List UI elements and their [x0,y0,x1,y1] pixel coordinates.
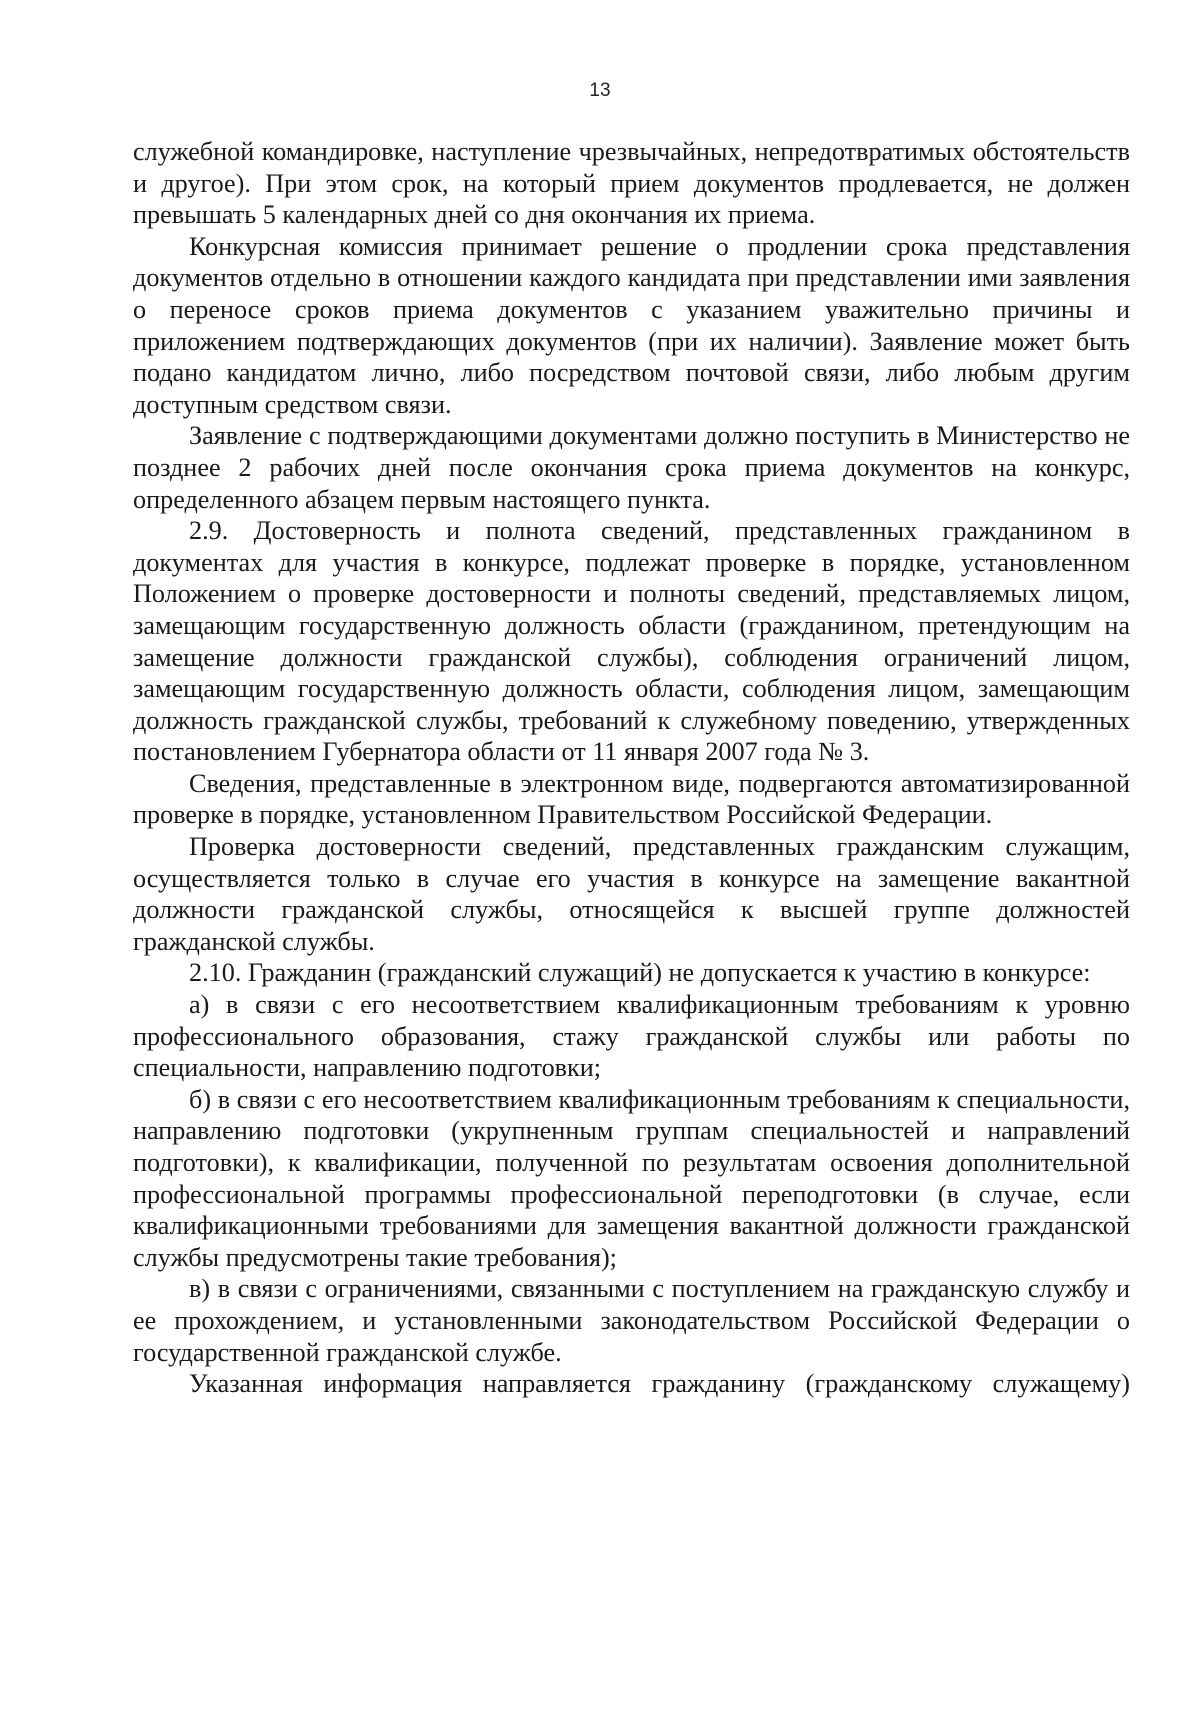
paragraph-notification: Указанная информация направляется гражданину (гражданскому служащему) [189,1369,1130,1399]
paragraph-2-9: 2.9. Достоверность и полнота сведений, представленных гражданином в документах для участия в конкурсе, подлежат проверке в порядке, установленном Положением о проверке достоверности и полноты сведений, представляемых лицом, замещающим государственную должность области (гражданином, претендующим на замещение должности гражданской службы), соблюдения ограничений лицом, замещающим государственную должность области, соблюдения лицом, замещающим должность гражданской службы, требований к служебному поведению, утвержденных постановлением Губернатора области от 11 января 2007 года № 3. [133,516,1130,767]
list-item-b: б) в связи с его несоответствием квалификационным требованиям к специальности, направлению подготовки (укрупненным группам специальностей и направлений подготовки), к квалификации, полученной по результатам освоения дополнительной профессиональной программы профессиональной переподготовки (в случае, если квалификационными требованиями для замещения вакантной должности гражданской службы предусмотрены такие требования); [133,1084,1130,1272]
paragraph-commission-decision: Конкурсная комиссия принимает решение о продлении срока представления документов отдельно в отношении каждого кандидата при представлении ими заявления о переносе сроков приема документов с указанием уважительно причины и приложением подтверждающих документов (при их наличии). Заявление может быть подано кандидатом лично, либо посредством почтовой связи, либо любым другим доступным средством связи. [133,231,1130,419]
paragraph-civil-servant-check: Проверка достоверности сведений, представленных гражданским служащим, осуществляется только в случае его участия в конкурсе на замещение вакантной должности гражданской службы, относящейся к высшей группе должностей гражданской службы. [133,832,1130,956]
paragraph-application-deadline: Заявление с подтверждающими документами должно поступить в Министерство не позднее 2 рабочих дней после окончания срока приема документов на конкурс, определенного абзацем первым настоящего пункта. [133,421,1130,514]
list-item-v: в) в связи с ограничениями, связанными с поступлением на гражданскую службу и ее прохождением, и установленными законодательством Российской Федерации о государственной гражданской службе. [133,1274,1130,1367]
document-body [133,136,1130,1400]
list-item-a: а) в связи с его несоответствием квалификационным требованиям к уровню профессионального образования, стажу гражданской службы или работы по специальности, направлению подготовки; [133,990,1130,1083]
paragraph-2-10: 2.10. Гражданин (гражданский служащий) не допускается к участию в конкурсе: [189,958,1091,988]
page-number: 13 [589,80,611,101]
paragraph-electronic-check: Сведения, представленные в электронном виде, подвергаются автоматизированной проверке в порядке, установленном Правительством Российской Федерации. [133,768,1130,830]
paragraph-continuation: служебной командировке, наступление чрезвычайных, непредотвратимых обстоятельств и другое). При этом срок, на который прием документов продлевается, не должен превышать 5 календарных дней со дня окончания их приема. [133,137,1130,230]
